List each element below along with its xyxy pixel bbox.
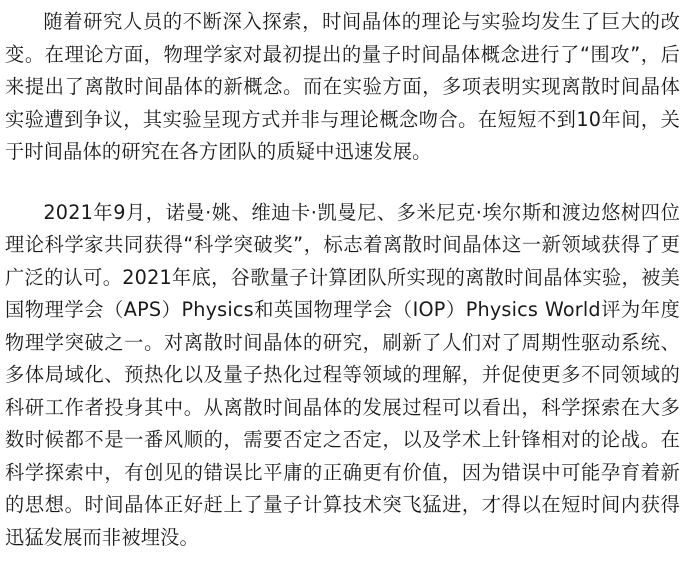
paragraph-1: 随着研究人员的不断深入探索，时间晶体的理论与实验均发生了巨大的改变。在理论方面，物理学家对最初提出的量子时间晶体概念进行了“围攻”，后来提出了离散时间晶体的新概念。而在实验方面，多项表明实现离散时间晶体实验遭到争议，其实验呈现方式并非与理论概念吻合。在短短不到10年间，关于时间晶体的研究在各方团队的质疑中迅速发展。 bbox=[5, 10, 680, 163]
paragraph-2: 2021年9月，诺曼·姚、维迪卡·凯曼尼、多米尼克·埃尔斯和渡边悠树四位理论科学家共同获得“科学突破奖”，标志着离散时间晶体这一新领域获得了更广泛的认可。2021年底，谷歌量子计算团队所实现的离散时间晶体实验，被美国物理学会（APS）Physics和英国物理学会（IOP）Physics World评为年度物理学突破之一。对离散时间晶体的研究，刷新了人们对了周期性驱动系统、多体局域化、预热化以及量子热化过程等领域的理解，并促使更多不同领域的科研工作者投身其中。从离散时间晶体的发展过程可以看出，科学探索在大多数时候都不是一番风顺的，需要否定之否定，以及学术上针锋相对的论战。在科学探索中，有创见的错误比平庸的正确更有价值，因为错误中可能孕育着新的思想。时间晶体正好赶上了量子计算技术突飞猛进，才得以在短时间内获得迅猛发展而非被埋没。 bbox=[5, 200, 680, 549]
article-body bbox=[5, 6, 680, 554]
